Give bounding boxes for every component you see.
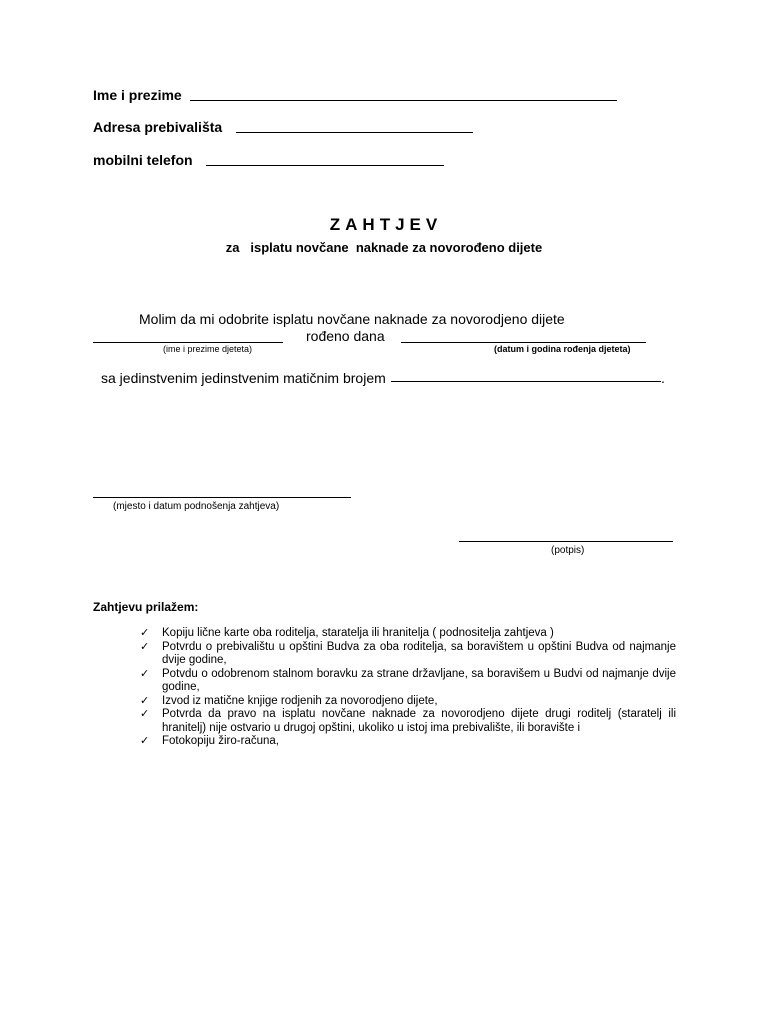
- request-line: Molim da mi odobrite isplatu novčane naknade za novorodjeno dijete: [139, 311, 565, 327]
- attachment-item: [140, 627, 676, 641]
- place-date-line: [93, 497, 351, 498]
- check-icon: ✓: [140, 694, 150, 707]
- address-label: Adresa prebivališta: [93, 119, 223, 135]
- check-icon: ✓: [140, 640, 150, 653]
- jmbg-line: [391, 381, 661, 382]
- attachment-item: [140, 708, 676, 735]
- born-on-label: rođeno dana: [306, 328, 385, 344]
- check-icon: ✓: [140, 667, 150, 680]
- attachment-item: [140, 668, 676, 695]
- attachments-heading: Zahtjevu prilažem:: [93, 600, 199, 614]
- address-field-line: [236, 132, 473, 133]
- attachment-text: Potvrdu o prebivalištu u opštini Budva za oba roditelja, sa boravištem u opštini Budva od najmanje dvije godine,: [162, 640, 676, 666]
- child-name-caption: (ime i prezime djeteta): [163, 344, 253, 354]
- place-date-caption: (mjesto i datum podnošenja zahtjeva): [113, 501, 280, 512]
- attachment-text: Izvod iz matične knjige rodjenih za novorodjeno dijete,: [162, 694, 438, 707]
- attachment-item: [140, 641, 676, 668]
- signature-caption: (potpis): [551, 545, 585, 556]
- phone-field-line: [206, 165, 444, 166]
- attachments-list: [140, 627, 676, 749]
- jmbg-label: sa jedinstvenim jedinstvenim matičnim brojem: [101, 370, 386, 386]
- document-subtitle: za isplatu novčane naknade za novorođeno dijete: [225, 240, 543, 255]
- jmbg-period: .: [661, 370, 665, 386]
- name-field-line: [190, 100, 617, 101]
- check-icon: ✓: [140, 708, 150, 720]
- child-name-line: [93, 342, 283, 343]
- signature-line: [459, 541, 673, 542]
- attachment-text: Fotokopiju žiro-računa,: [162, 735, 279, 747]
- attachment-text: Kopiju lične karte oba roditelja, staratelja ili hranitelja ( podnositelja zahtjeva ): [162, 627, 554, 639]
- attachment-item: [140, 695, 676, 709]
- attachment-text: Potvdu o odobrenom stalnom boravku za strane državljane, sa boravišem u Budvi od najmanje dvije godine,: [162, 667, 676, 693]
- phone-label: mobilni telefon: [93, 152, 193, 168]
- birth-date-line: [401, 342, 646, 343]
- name-label: Ime i prezime: [93, 87, 182, 103]
- attachment-text: Potvrda da pravo na isplatu novčane naknade za novorodjeno dijete drugi roditelj (staratelj ili hranitelj) nije ostvario u drugoj opštini, ukoliko u istoj ima prebivalište, ili boravište i: [162, 708, 676, 734]
- check-icon: ✓: [140, 627, 150, 639]
- birth-date-caption: (datum i godina rođenja djeteta): [494, 344, 631, 354]
- check-icon: ✓: [140, 735, 150, 747]
- attachment-item: [140, 735, 676, 749]
- document-title: ZAHTJEV: [329, 215, 443, 234]
